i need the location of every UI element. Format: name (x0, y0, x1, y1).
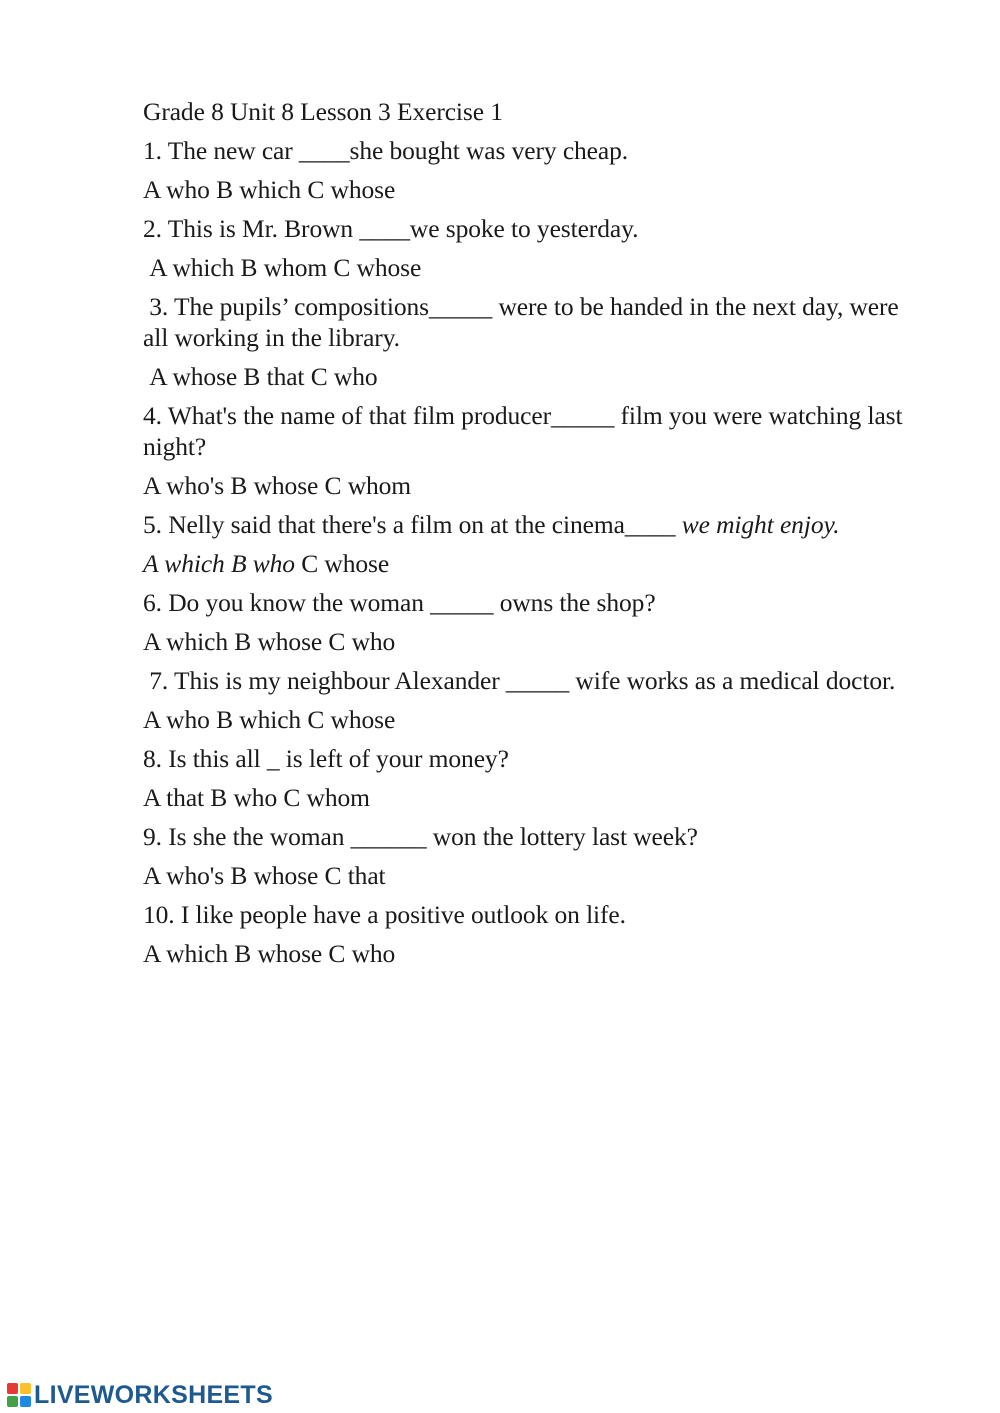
options-3: A whose B that C who (143, 362, 378, 391)
question-1: 1. The new car ____she bought was very cheap. (143, 136, 629, 165)
question-9: 9. Is she the woman ______ won the lottery last week? (143, 822, 698, 851)
options-5-italic: A which B who (143, 549, 295, 578)
question-7: 7. This is my neighbour Alexander _____ wife works as a medical doctor. (143, 666, 896, 695)
options-1: A who B which C whose (143, 175, 396, 204)
liveworksheets-brand: LIVEWORKSHEETS (34, 1380, 273, 1409)
question-6: 6. Do you know the woman _____ owns the shop? (143, 588, 656, 617)
options-4: A who's B whose C whom (143, 471, 412, 500)
question-5-italic: we might enjoy. (681, 510, 840, 539)
question-10: 10. I like people have a positive outlook on life. (143, 900, 626, 929)
question-5-text: 5. Nelly said that there's a film on at the cinema____ (143, 510, 682, 539)
options-5-text: C whose (294, 549, 390, 578)
options-2: A which B whom C whose (143, 253, 422, 282)
options-8: A that B who C whom (143, 783, 370, 812)
options-7: A who B which C whose (143, 705, 396, 734)
options-9: A who's B whose C that (143, 861, 386, 890)
question-5 (143, 509, 923, 540)
question-3: 3. The pupils’ compositions_____ were to be handed in the next day, were all working in the library. (143, 292, 905, 352)
liveworksheets-logo-icon (6, 1382, 32, 1408)
worksheet (143, 96, 923, 977)
worksheet-title: Grade 8 Unit 8 Lesson 3 Exercise 1 (143, 97, 503, 126)
question-8: 8. Is this all _ is left of your money? (143, 744, 509, 773)
options-5 (143, 548, 923, 579)
question-4: 4. What's the name of that film producer_____ film you were watching last night? (143, 401, 909, 461)
liveworksheets-footer (6, 1381, 273, 1409)
options-10: A which B whose C who (143, 939, 396, 968)
options-6: A which B whose C who (143, 627, 396, 656)
question-2: 2. This is Mr. Brown ____we spoke to yesterday. (143, 214, 639, 243)
